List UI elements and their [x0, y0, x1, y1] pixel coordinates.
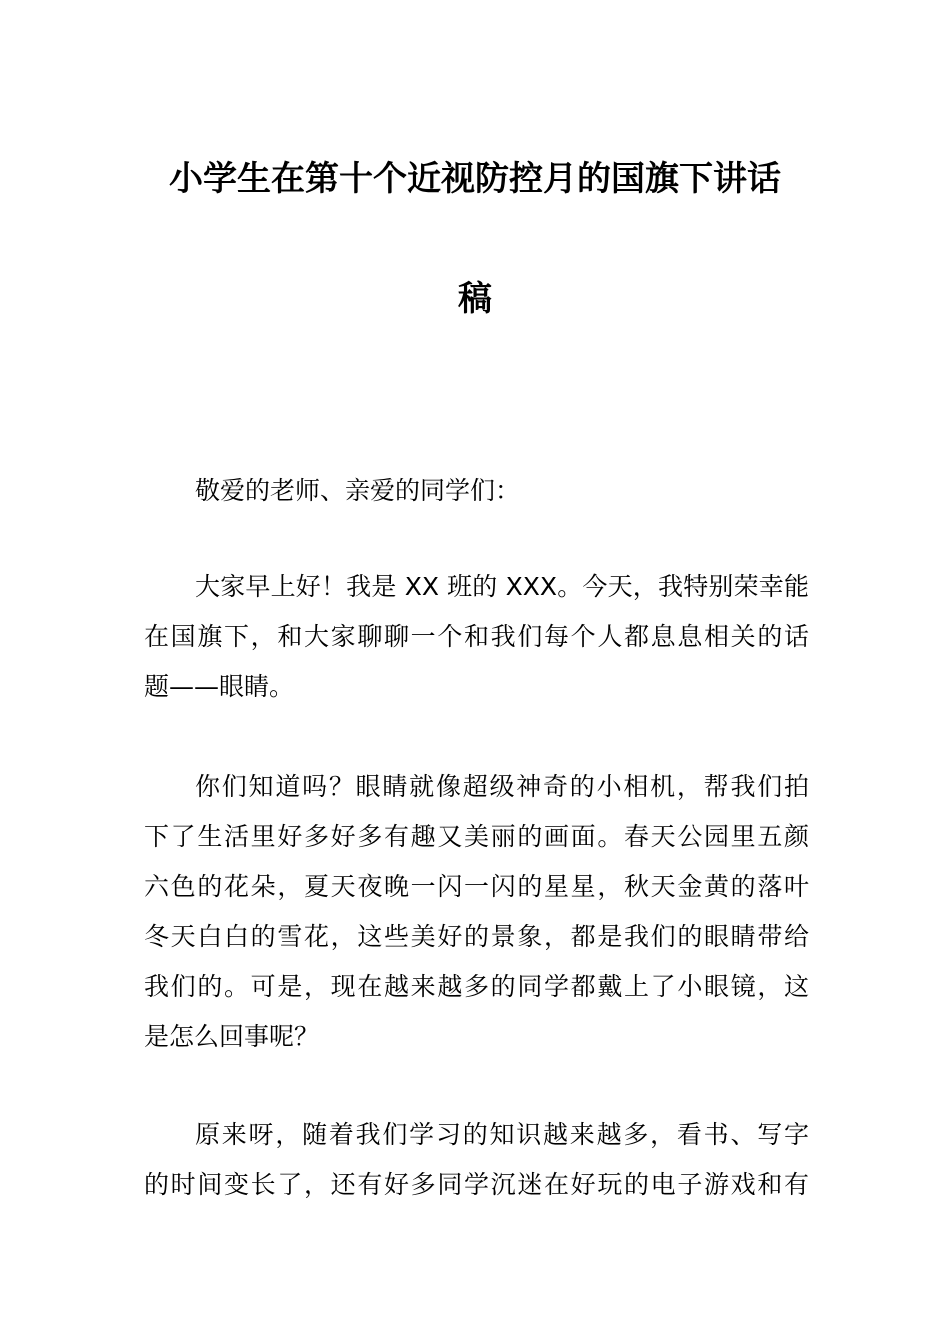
paragraph-2-line-6: 是怎么回事呢？	[144, 1022, 320, 1051]
paragraph-1-line-3: 题——眼睛。	[144, 672, 295, 701]
paragraph-2-line-5: 我们的。可是，现在越来越多的同学都戴上了小眼镜，这	[144, 972, 809, 1001]
paragraph-1-line-1: 大家早上好！我是 XX 班的 XXX。今天，我特别荣幸能	[195, 572, 809, 601]
paragraph-2-line-2: 下了生活里好多好多有趣又美丽的画面。春天公园里五颜	[144, 822, 809, 851]
document-title-line-2: 稿	[458, 279, 492, 319]
paragraph-2-line-3: 六色的花朵，夏天夜晚一闪一闪的星星，秋天金黄的落叶	[144, 872, 809, 901]
paragraph-2-line-1: 你们知道吗？眼睛就像超级神奇的小相机，帮我们拍	[195, 772, 809, 801]
paragraph-3-line-2: 的时间变长了，还有好多同学沉迷在好玩的电子游戏和有	[144, 1170, 809, 1199]
paragraph-1-line-2: 在国旗下，和大家聊聊一个和我们每个人都息息相关的话	[144, 622, 809, 651]
paragraph-3-line-1: 原来呀，随着我们学习的知识越来越多，看书、写字	[195, 1120, 809, 1149]
salutation: 敬爱的老师、亲爱的同学们：	[195, 476, 521, 505]
document-title-line-1: 小学生在第十个近视防控月的国旗下讲话	[169, 159, 781, 199]
paragraph-2-line-4: 冬天白白的雪花，这些美好的景象，都是我们的眼睛带给	[144, 922, 809, 951]
